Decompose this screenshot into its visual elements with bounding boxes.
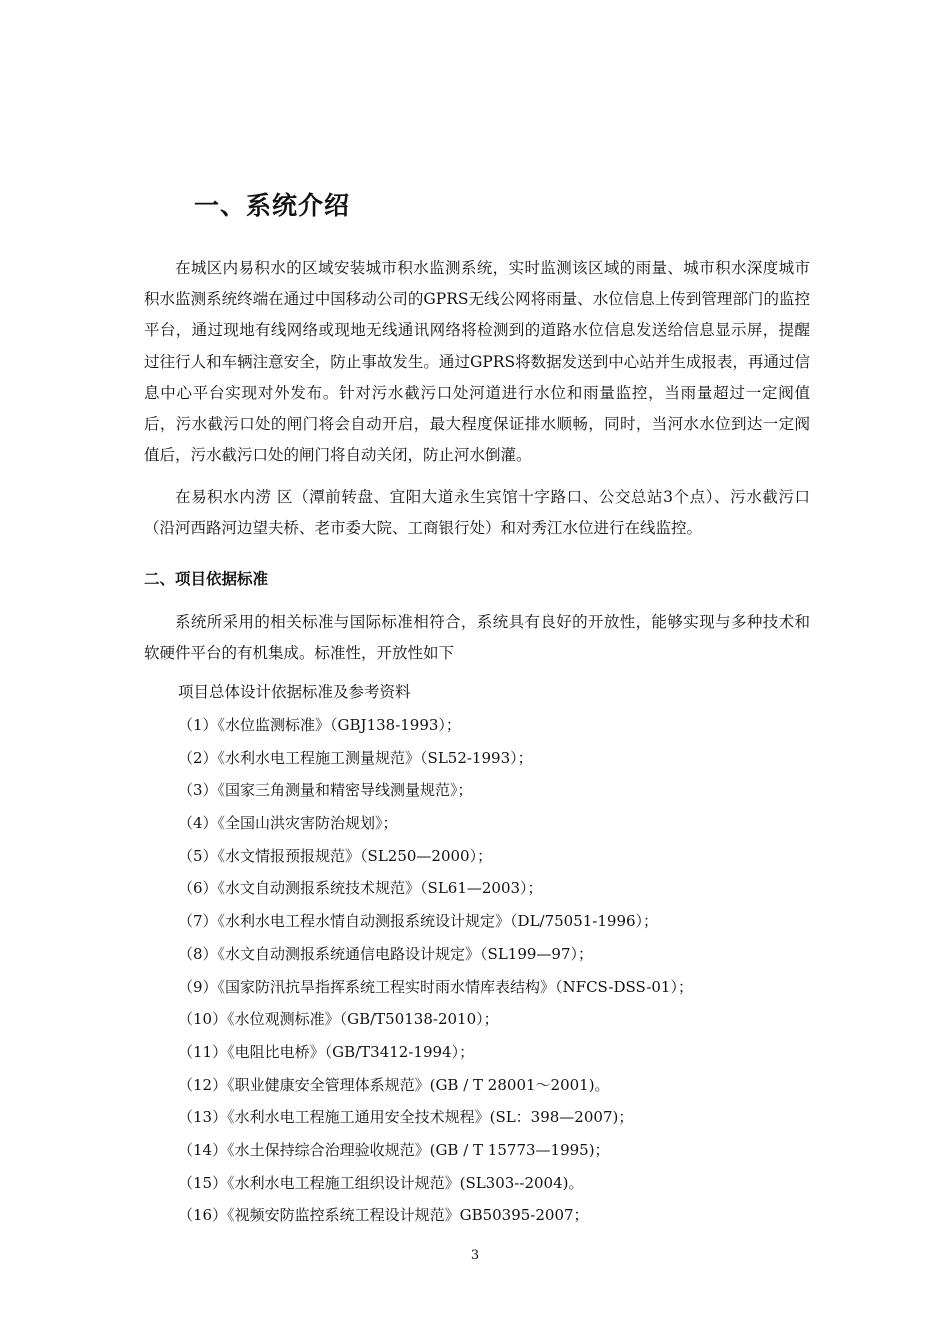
- list-item: （3）《国家三角测量和精密导线测量规范》；: [178, 781, 473, 800]
- list-item: （14）《水土保持综合治理验收规范》(GB / T 15773—1995)；: [178, 1140, 610, 1159]
- section-title: 一、系统介绍: [194, 191, 351, 220]
- list-item: （5）《水文情报预报规范》（SL250—2000）；: [178, 846, 493, 865]
- list-item: （9）《国家防汛抗旱指挥系统工程实时雨水情库表结构》（NFCS-DSS-01）；: [178, 977, 693, 996]
- page-number: 3: [470, 1248, 480, 1263]
- standards-heading: 二、项目依据标准: [144, 569, 269, 588]
- list-item: （1）《水位监测标准》（GBJ138-1993）；: [178, 716, 461, 734]
- list-item: （10）《水位观测标准》（GB/T50138-2010）；: [178, 1010, 499, 1029]
- list-item: （16）《视频安防监控系统工程设计规范》GB50395-2007；: [178, 1206, 589, 1225]
- list-item: （8）《水文自动测报系统通信电路设计规定》（SL199—97）；: [178, 944, 594, 963]
- standards-list: [178, 709, 693, 1232]
- intro-paragraph-1: 在城区内易积水的区域安装城市积水监测系统，实时监测该区域的雨量、城市积水深度城市积水监测系统终端在通过中国移动公司的GPRS无线公网将雨量、水位信息上传到管理部门的监控平台，通过现地有线网络或现地无线通讯网络将检测到的道路水位信息发送给信息显示屏，提醒过往行人和车辆注意安全，防止事故发生。通过GPRS将数据发送到中心站并生成报表，再通过信息中心平台实现对外发布。针对污水截污口处河道进行水位和雨量监控，当雨量超过一定阀值后，污水截污口处的闸门将会自动开启，最大程度保证排水顺畅，同时，当河水水位到达一定阀值后，污水截污口处的闸门将自动关闭，防止河水倒灌。: [144, 259, 810, 465]
- list-item: （4）《全国山洪灾害防治规划》；: [178, 814, 398, 833]
- list-item: （15）《水利水电工程施工组织设计规范》(SL303--2004)。: [178, 1173, 584, 1192]
- list-item: （13）《水利水电工程施工通用安全技术规程》(SL：398—2007)；: [178, 1108, 634, 1127]
- list-item: （7）《水利水电工程水情自动测报系统设计规定》（DL/75051-1996）；: [178, 912, 659, 931]
- list-item: （6）《水文自动测报系统技术规范》（SL61—2003）；: [178, 879, 543, 898]
- standards-paragraph: 系统所采用的相关标准与国际标准相符合，系统具有良好的开放性，能够实现与多种技术和软硬件平台的有机集成。标准性，开放性如下: [144, 613, 810, 663]
- standards-list-title: 项目总体设计依据标准及参考资料: [178, 683, 411, 701]
- list-item: （11）《电阻比电桥》（GB/T3412-1994）；: [178, 1042, 475, 1061]
- list-item: （12）《职业健康安全管理体系规范》(GB / T 28001～2001)。: [178, 1075, 610, 1094]
- list-item: （2）《水利水电工程施工测量规范》（SL52-1993）；: [178, 748, 533, 767]
- intro-paragraph-2: 在易积水内涝 区（潭前转盘、宜阳大道永生宾馆十字路口、公交总站3个点）、污水截污口（沿河西路河边望夫桥、老市委大院、工商银行处）和对秀江水位进行在线监控。: [144, 488, 810, 538]
